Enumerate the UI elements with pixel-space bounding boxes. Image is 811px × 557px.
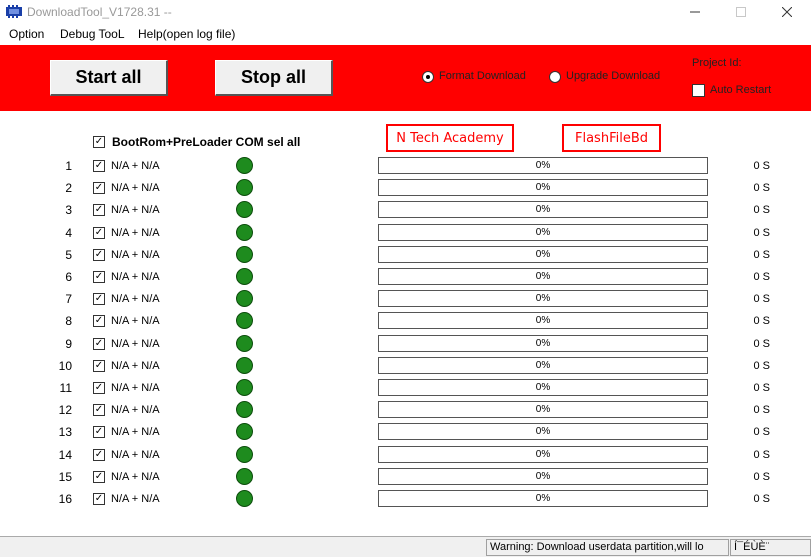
progress-bar: [378, 335, 708, 352]
row-port-label: N/A + N/A: [111, 493, 160, 505]
row-port-label: N/A + N/A: [111, 449, 160, 461]
row-checkbox[interactable]: ✓: [94, 449, 104, 460]
row-number: 15: [58, 470, 72, 484]
row-port-label: N/A + N/A: [111, 404, 160, 416]
auto-restart-label: Auto Restart: [710, 84, 772, 96]
status-led-icon: [236, 157, 253, 174]
row-checkbox[interactable]: ✓: [94, 315, 104, 326]
status-led-icon: [236, 446, 253, 463]
status-message: Warning: Download userdata partition,will lo: [486, 539, 729, 556]
app-icon: [6, 5, 22, 18]
row-port-label: N/A + N/A: [111, 338, 160, 350]
progress-text: 0%: [535, 271, 551, 282]
row-port-label: N/A + N/A: [111, 160, 160, 172]
progress-bar: [378, 379, 708, 396]
row-port-label: N/A + N/A: [111, 249, 160, 261]
progress-text: 0%: [535, 493, 551, 504]
auto-restart-checkbox[interactable]: [692, 84, 705, 97]
row-time: 0 S: [753, 471, 770, 483]
progress-bar: [378, 446, 708, 463]
close-icon: [782, 7, 792, 17]
minimize-button[interactable]: [672, 0, 718, 24]
row-port-label: N/A + N/A: [111, 315, 160, 327]
progress-bar: [378, 157, 708, 174]
port-row: [0, 222, 811, 244]
menu-help[interactable]: Help(open log file): [138, 27, 236, 41]
row-number: 5: [65, 248, 72, 262]
port-row: [0, 488, 811, 510]
sel-all-label: BootRom+PreLoader COM sel all: [112, 135, 301, 149]
progress-text: 0%: [535, 471, 551, 482]
row-time: 0 S: [753, 182, 770, 194]
row-time: 0 S: [753, 315, 770, 327]
row-checkbox[interactable]: ✓: [94, 227, 104, 238]
status-led-icon: [236, 201, 253, 218]
project-id-label: Project Id:: [692, 57, 742, 69]
row-number: 10: [58, 359, 72, 373]
progress-bar: [378, 201, 708, 218]
port-row: [0, 377, 811, 399]
row-port-label: N/A + N/A: [111, 360, 160, 372]
status-led-icon: [236, 312, 253, 329]
port-row: [0, 310, 811, 332]
row-time: 0 S: [753, 449, 770, 461]
row-number: 1: [65, 159, 72, 173]
progress-text: 0%: [535, 338, 551, 349]
stop-all-button[interactable]: Stop all: [215, 60, 333, 96]
row-port-label: N/A + N/A: [111, 426, 160, 438]
format-download-radio[interactable]: [422, 71, 434, 83]
port-row: [0, 333, 811, 355]
row-number: 2: [65, 181, 72, 195]
port-row: [0, 399, 811, 421]
port-row: [0, 199, 811, 221]
row-time: 0 S: [753, 271, 770, 283]
progress-bar: [378, 357, 708, 374]
progress-text: 0%: [535, 426, 551, 437]
row-time: 0 S: [753, 382, 770, 394]
row-port-label: N/A + N/A: [111, 382, 160, 394]
progress-text: 0%: [535, 449, 551, 460]
window-title: DownloadTool_V1728.31 --: [27, 5, 172, 19]
maximize-button[interactable]: [718, 0, 764, 24]
status-led-icon: [236, 357, 253, 374]
row-checkbox[interactable]: ✓: [94, 293, 104, 304]
row-checkbox[interactable]: ✓: [94, 271, 104, 282]
port-row: [0, 288, 811, 310]
status-led-icon: [236, 423, 253, 440]
menu-bar: [0, 24, 811, 44]
progress-bar: [378, 268, 708, 285]
progress-bar: [378, 246, 708, 263]
status-led-icon: [236, 268, 253, 285]
row-time: 0 S: [753, 426, 770, 438]
progress-text: 0%: [535, 293, 551, 304]
row-checkbox[interactable]: ✓: [94, 360, 104, 371]
row-time: 0 S: [753, 227, 770, 239]
row-number: 9: [65, 337, 72, 351]
title-bar: [0, 0, 811, 24]
row-number: 7: [65, 292, 72, 306]
status-extra: Í¯ÉÙÈ¨: [730, 539, 811, 556]
status-bar: [0, 536, 811, 557]
progress-bar: [378, 312, 708, 329]
progress-text: 0%: [535, 160, 551, 171]
row-number: 4: [65, 226, 72, 240]
format-download-label: Format Download: [439, 70, 526, 82]
port-row: [0, 177, 811, 199]
row-time: 0 S: [753, 160, 770, 172]
toolbar: [0, 45, 811, 111]
row-time: 0 S: [753, 493, 770, 505]
row-port-label: N/A + N/A: [111, 227, 160, 239]
row-checkbox[interactable]: ✓: [94, 338, 104, 349]
progress-text: 0%: [535, 249, 551, 260]
row-number: 6: [65, 270, 72, 284]
row-time: 0 S: [753, 404, 770, 416]
watermark-tag: N Tech Academy: [386, 124, 514, 152]
row-port-label: N/A + N/A: [111, 204, 160, 216]
row-port-label: N/A + N/A: [111, 271, 160, 283]
minimize-icon: [690, 7, 700, 17]
port-row: [0, 421, 811, 443]
status-led-icon: [236, 224, 253, 241]
progress-bar: [378, 423, 708, 440]
maximize-icon: [736, 7, 746, 17]
row-port-label: N/A + N/A: [111, 182, 160, 194]
port-row: [0, 266, 811, 288]
row-checkbox[interactable]: ✓: [94, 249, 104, 260]
port-row: [0, 244, 811, 266]
row-number: 16: [58, 492, 72, 506]
status-led-icon: [236, 379, 253, 396]
row-checkbox[interactable]: ✓: [94, 382, 104, 393]
progress-bar: [378, 224, 708, 241]
port-row: [0, 355, 811, 377]
menu-debug-tool[interactable]: Debug TooL: [60, 27, 125, 41]
row-time: 0 S: [753, 204, 770, 216]
row-number: 12: [58, 403, 72, 417]
progress-bar: [378, 290, 708, 307]
port-row: [0, 155, 811, 177]
row-checkbox[interactable]: ✓: [94, 471, 104, 482]
progress-text: 0%: [535, 204, 551, 215]
row-checkbox[interactable]: ✓: [94, 404, 104, 415]
status-led-icon: [236, 290, 253, 307]
status-led-icon: [236, 179, 253, 196]
row-checkbox[interactable]: ✓: [94, 204, 104, 215]
status-led-icon: [236, 490, 253, 507]
watermark-tag: FlashFileBd: [562, 124, 661, 152]
menu-option[interactable]: Option: [9, 27, 45, 41]
sel-all-checkbox[interactable]: ✓: [94, 136, 104, 147]
row-time: 0 S: [753, 249, 770, 261]
progress-bar: [378, 468, 708, 485]
row-checkbox[interactable]: ✓: [94, 182, 104, 193]
row-port-label: N/A + N/A: [111, 471, 160, 483]
status-led-icon: [236, 335, 253, 352]
progress-bar: [378, 401, 708, 418]
status-led-icon: [236, 246, 253, 263]
row-number: 3: [65, 203, 72, 217]
row-number: 13: [58, 425, 72, 439]
status-led-icon: [236, 401, 253, 418]
row-time: 0 S: [753, 338, 770, 350]
progress-text: 0%: [535, 404, 551, 415]
status-led-icon: [236, 468, 253, 485]
upgrade-download-radio[interactable]: [549, 71, 561, 83]
progress-text: 0%: [535, 382, 551, 393]
row-number: 8: [65, 314, 72, 328]
start-all-button[interactable]: Start all: [50, 60, 168, 96]
upgrade-download-label: Upgrade Download: [566, 70, 661, 82]
progress-text: 0%: [535, 182, 551, 193]
progress-text: 0%: [535, 227, 551, 238]
row-number: 11: [59, 381, 72, 395]
row-checkbox[interactable]: ✓: [94, 426, 104, 437]
row-checkbox[interactable]: ✓: [94, 493, 104, 504]
row-time: 0 S: [753, 360, 770, 372]
close-button[interactable]: [764, 0, 810, 24]
row-number: 14: [58, 448, 72, 462]
progress-bar: [378, 490, 708, 507]
progress-bar: [378, 179, 708, 196]
row-time: 0 S: [753, 293, 770, 305]
port-row: [0, 444, 811, 466]
progress-text: 0%: [535, 360, 551, 371]
row-checkbox[interactable]: ✓: [94, 160, 104, 171]
progress-text: 0%: [535, 315, 551, 326]
row-port-label: N/A + N/A: [111, 293, 160, 305]
port-row: [0, 466, 811, 488]
